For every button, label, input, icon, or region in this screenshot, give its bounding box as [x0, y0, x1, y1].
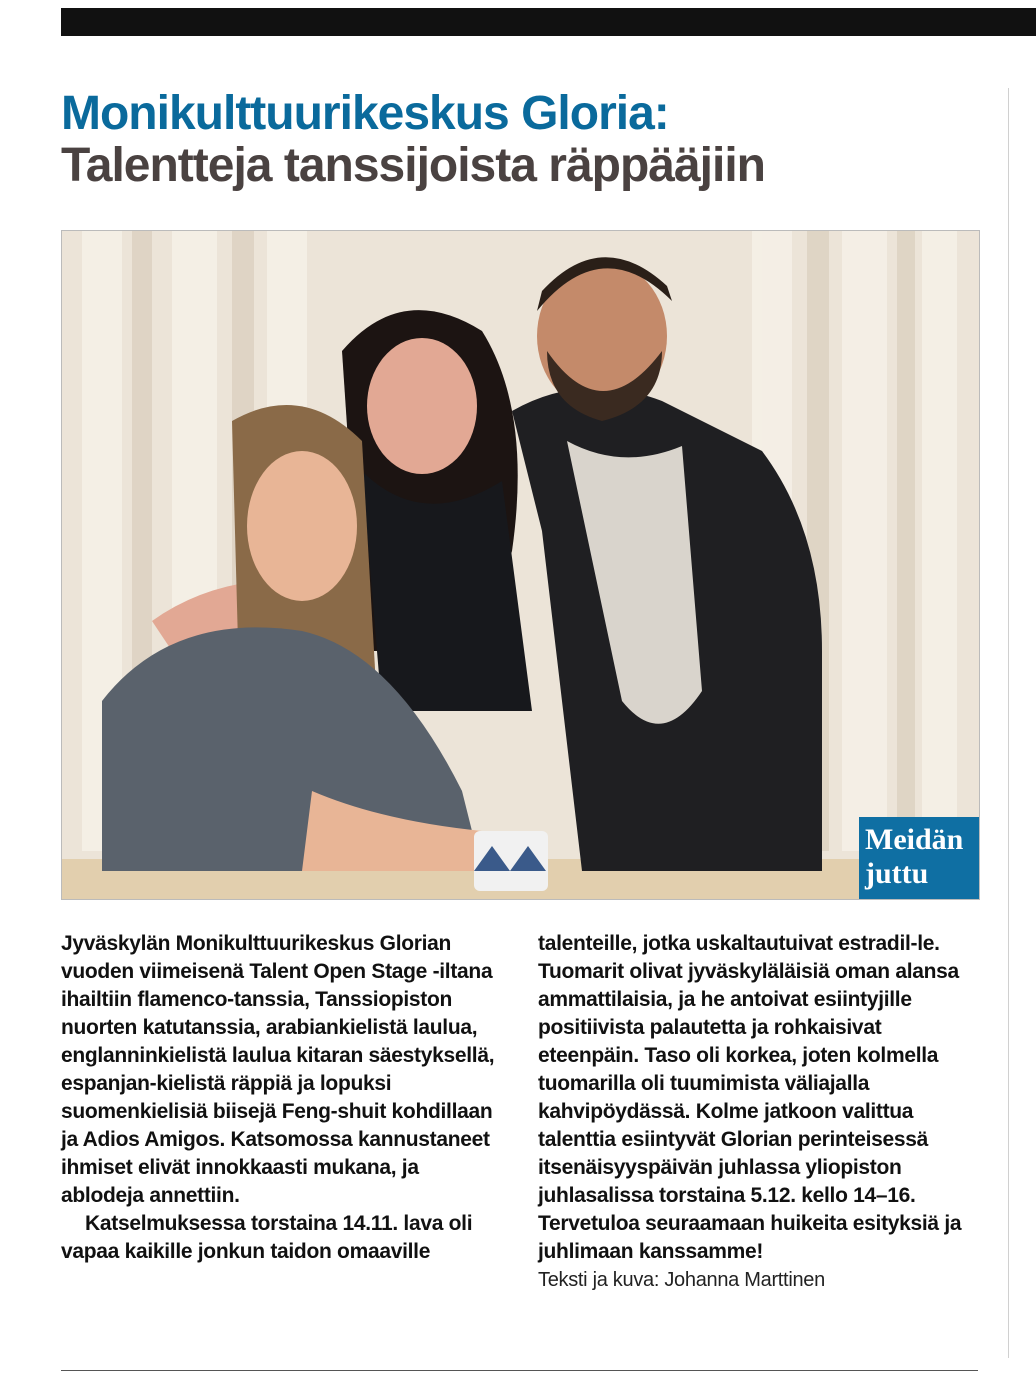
bottom-rule [61, 1370, 978, 1371]
body-paragraph-1: Jyväskylän Monikulttuurikeskus Glorian vuoden viimeisenä Talent Open Stage -iltana ihailtiin flamenco-tanssia, Tanssiopiston nuorten katutanssia, arabiankielistä laulua, englanninkielistä laulua kitaran säestyksellä, espanjan-kielistä räppiä ja lopuksi suomenkielisiä biisejä Feng-shuit kohdillaan ja Adios Amigos. Katsomossa kannustaneet ihmiset elivät innokkaasti mukana, ja ablodeja annettiin. [61, 932, 495, 1207]
badge-line-1: Meidän [865, 823, 964, 856]
column-divider [1008, 88, 1009, 1358]
badge-line-2: juttu [865, 857, 929, 890]
body-column-right [538, 930, 978, 1294]
top-black-bar [61, 8, 1036, 36]
meidan-juttu-badge [859, 817, 979, 899]
body-paragraph-3: talenteille, jotka uskaltautuivat estradil-le. Tuomarit olivat jyväskyläläisiä oman alansa ammattilaisia, ja he antoivat esiintyjille positiivista palautetta ja rohkaisivat eteenpäin. Taso oli korkea, joten kolmella tuomarilla oli tuumimista väliajalla kahvipöydässä. Kolme jatkoon valittua talenttia esiintyvät Glorian perinteisessä itsenäisyyspäivän juhlassa yliopiston juhlasalissa torstaina 5.12. kello 14–16. Tervetuloa seuraamaan huikeita esityksiä ja juhlimaan kanssamme! [538, 932, 962, 1263]
article-photo [61, 230, 980, 900]
headline-line-1: Monikulttuurikeskus Gloria: [61, 87, 669, 140]
body-column-left [61, 930, 501, 1266]
headline [61, 88, 1001, 192]
headline-line-2: Talentteja tanssijoista räppääjiin [61, 139, 765, 192]
photo-credit: Teksti ja kuva: Johanna Marttinen [538, 1269, 825, 1291]
body-paragraph-2: Katselmuksessa torstaina 14.11. lava oli vapaa kaikille jonkun taidon omaaville [61, 1212, 473, 1263]
photo-illustration [62, 231, 979, 899]
